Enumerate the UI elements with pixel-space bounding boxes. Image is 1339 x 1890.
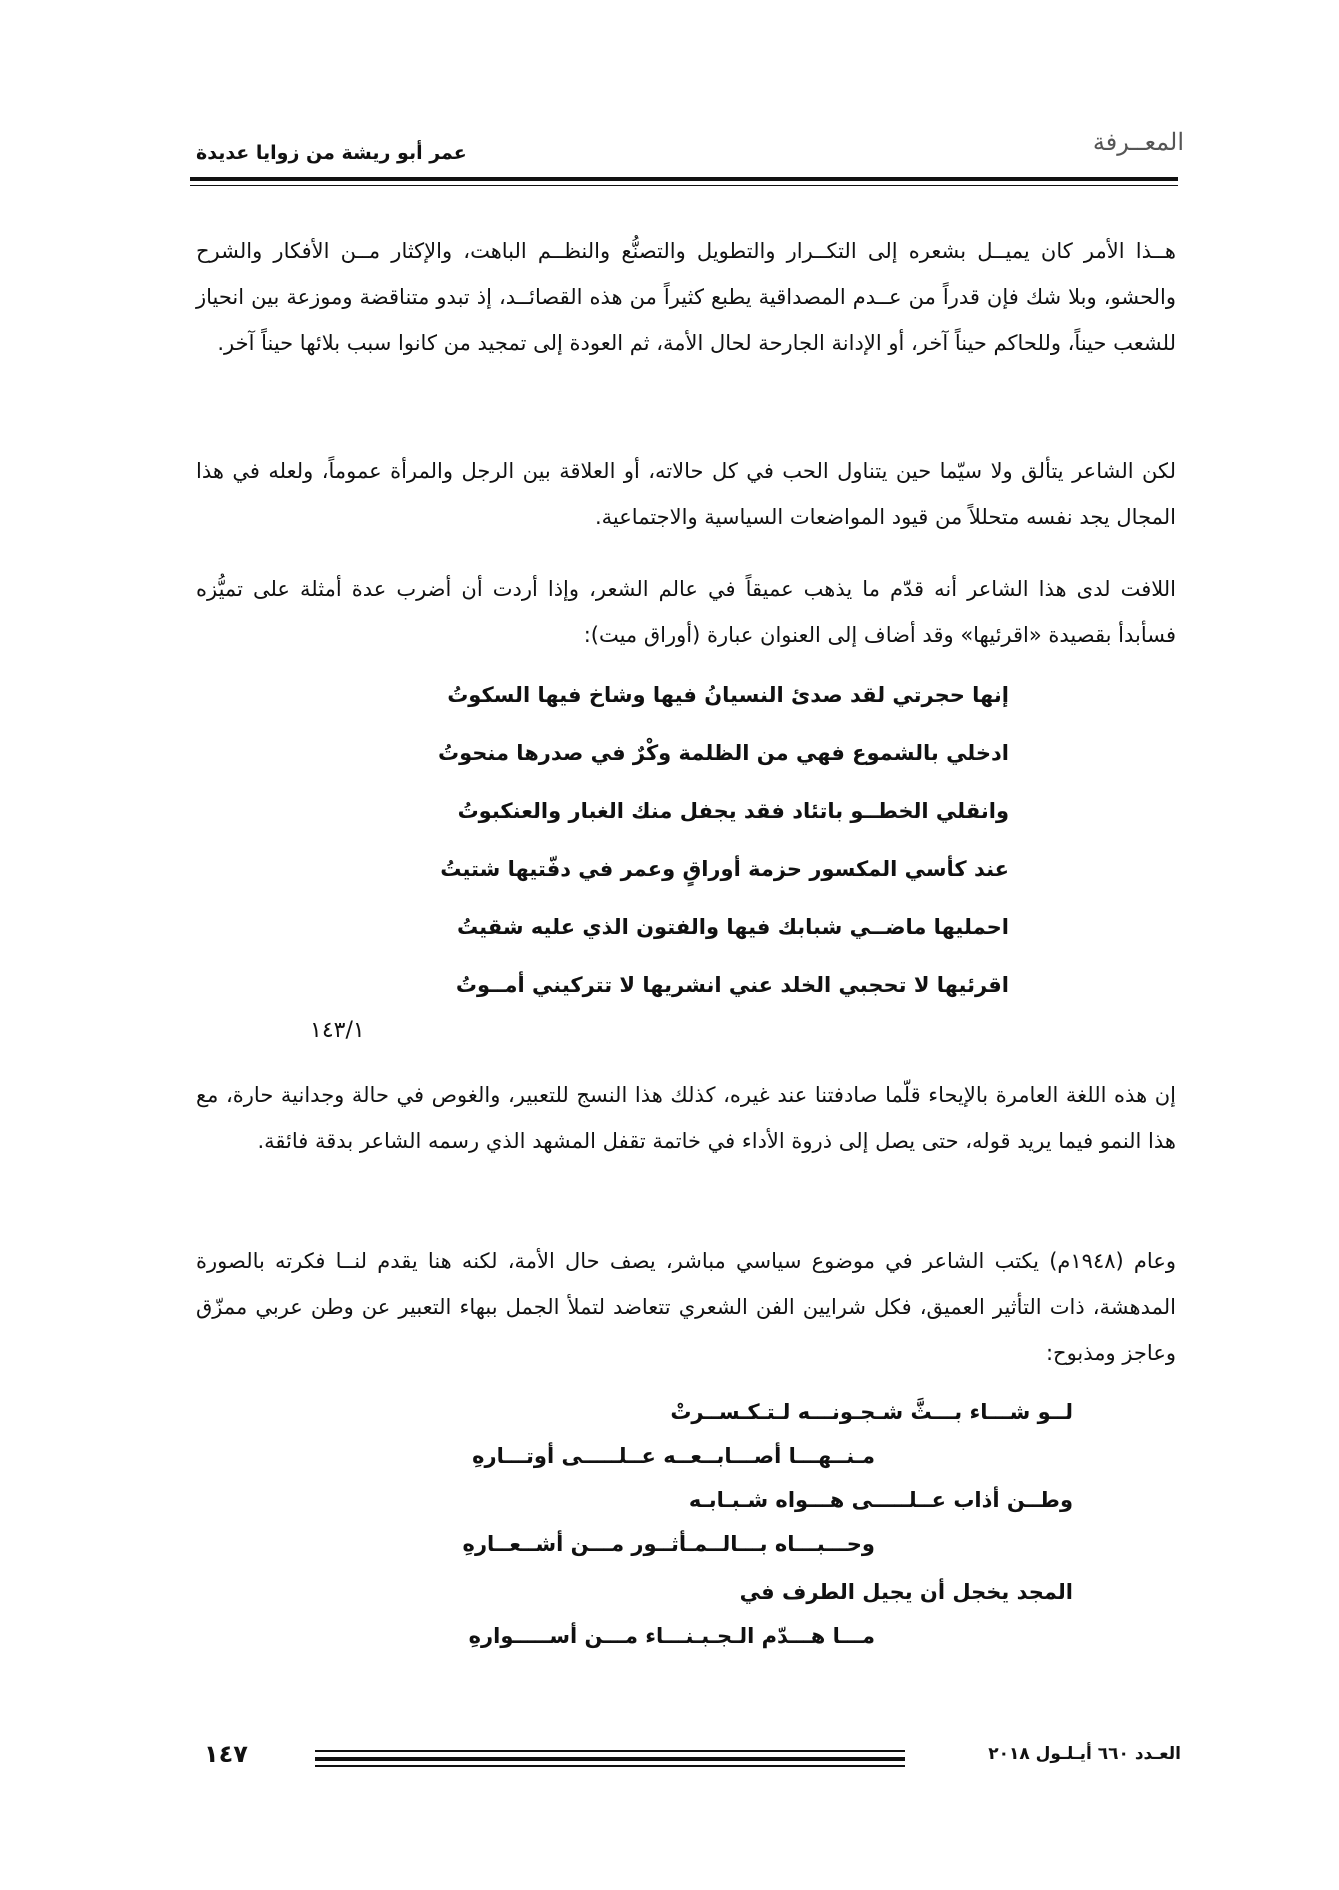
- footer-rule: [315, 1750, 905, 1752]
- verse-reference: ١٤٣/١: [310, 1018, 365, 1043]
- header-rule-thin: [190, 185, 1178, 186]
- footer-rule: [315, 1757, 905, 1761]
- poem-two-line: وطــن أذاب عــلـــــى هـــواه شـبـابـه: [688, 1488, 1073, 1512]
- poem-two-line: مـنــهـــا أصـــابــعــه عــلـــــى أوتـــارهِ: [472, 1444, 875, 1468]
- poem-one-line: عند كأسي المكسور حزمة أوراقٍ وعمر في دفّتيها شتيتُ: [440, 857, 1009, 881]
- poem-two-line: لــو شـــاء بـــثَّ شـجـونـــه لـتـكـســرتْ: [670, 1400, 1073, 1424]
- header-rule: [190, 177, 1178, 181]
- issue-info: العـدد ٦٦٠ أيـلـول ٢٠١٨: [988, 1744, 1181, 1764]
- paragraph-3: اللافت لدى هذا الشاعر أنه قدّم ما يذهب عميقاً في عالم الشعر، وإذا أردت أن أضرب عدة أمثلة على تميُّزه فسأبدأ بقصيدة «اقرئيها» وقد أضاف إلى العنوان عبارة (أوراق ميت):: [196, 577, 1176, 647]
- running-header-title: عمر أبو ريشة من زوايا عديدة: [196, 142, 467, 164]
- poem-one-line: ادخلي بالشموع فهي من الظلمة وكْرٌ في صدرها منحوتُ: [438, 741, 1009, 765]
- poem-one-line: وانقلي الخطــو باتئاد فقد يجفل منك الغبار والعنكبوتُ: [457, 799, 1009, 823]
- poem-two-line: مـــا هـــدّم الـجـبـنـــاء مـــن أســـــوارهِ: [468, 1624, 875, 1648]
- footer-rule: [315, 1765, 905, 1767]
- paragraph-5: وعام (١٩٤٨م) يكتب الشاعر في موضوع سياسي مباشر، يصف حال الأمة، لكنه هنا يقدم لنــا فكرته بالصورة المدهشة، ذات التأثير العميق، فكل شرايين الفن الشعري تتعاضد لتملأ الجمل ببهاء التعبير عن وطن عربي ممزّق وعاجز ومذبوح:: [196, 1249, 1176, 1365]
- poem-two-line: وحـــبـــاه بـــالــمـأثــور مـــن أشــعــارهِ: [462, 1532, 875, 1556]
- poem-one-line: اقرئيها لا تحجبي الخلد عني انشريها لا تتركيني أمــوتُ: [455, 973, 1009, 997]
- poem-one-line: احمليها ماضــي شبابك فيها والفتون الذي عليه شقيتُ: [456, 915, 1009, 939]
- poem-one-line: إنها حجرتي لقد صدئ النسيانُ فيها وشاخ فيها السكوتُ: [447, 683, 1009, 707]
- paragraph-4: إن هذه اللغة العامرة بالإيحاء قلّما صادفتنا عند غيره، كذلك هذا النسج للتعبير، والغوص في حالة وجدانية حارة، مع هذا النمو فيما يريد قوله، حتى يصل إلى ذروة الأداء في خاتمة تقفل المشهد الذي رسمه الشاعر بدقة فائقة.: [196, 1083, 1176, 1153]
- page-number: ١٤٧: [204, 1740, 248, 1768]
- poem-two-line: المجد يخجل أن يجيل الطرف في: [739, 1580, 1073, 1604]
- paragraph-2: لكن الشاعر يتألق ولا سيّما حين يتناول الحب في كل حالاته، أو العلاقة بين الرجل والمرأة عموماً، ولعله في هذا المجال يجد نفسه متحللاً من قيود المواضعات السياسية والاجتماعية.: [196, 459, 1176, 529]
- paragraph-1: هــذا الأمر كان يميــل بشعره إلى التكــرار والتطويل والتصنُّع والنظــم الباهت، والإكثار مــن الأفكار والشرح والحشو، وبلا شك فإن قدراً من عــدم المصداقية يطبع كثيراً من هذه القصائــد، إذ تبدو متناقضة وموزعة بين انحياز للشعب حيناً، وللحاكم حيناً آخر، أو الإدانة الجارحة لحال الأمة، ثم العودة إلى تمجيد من كانوا سبب بلائها حيناً آخر.: [196, 239, 1176, 355]
- journal-logo: المعــرفة: [1092, 128, 1184, 156]
